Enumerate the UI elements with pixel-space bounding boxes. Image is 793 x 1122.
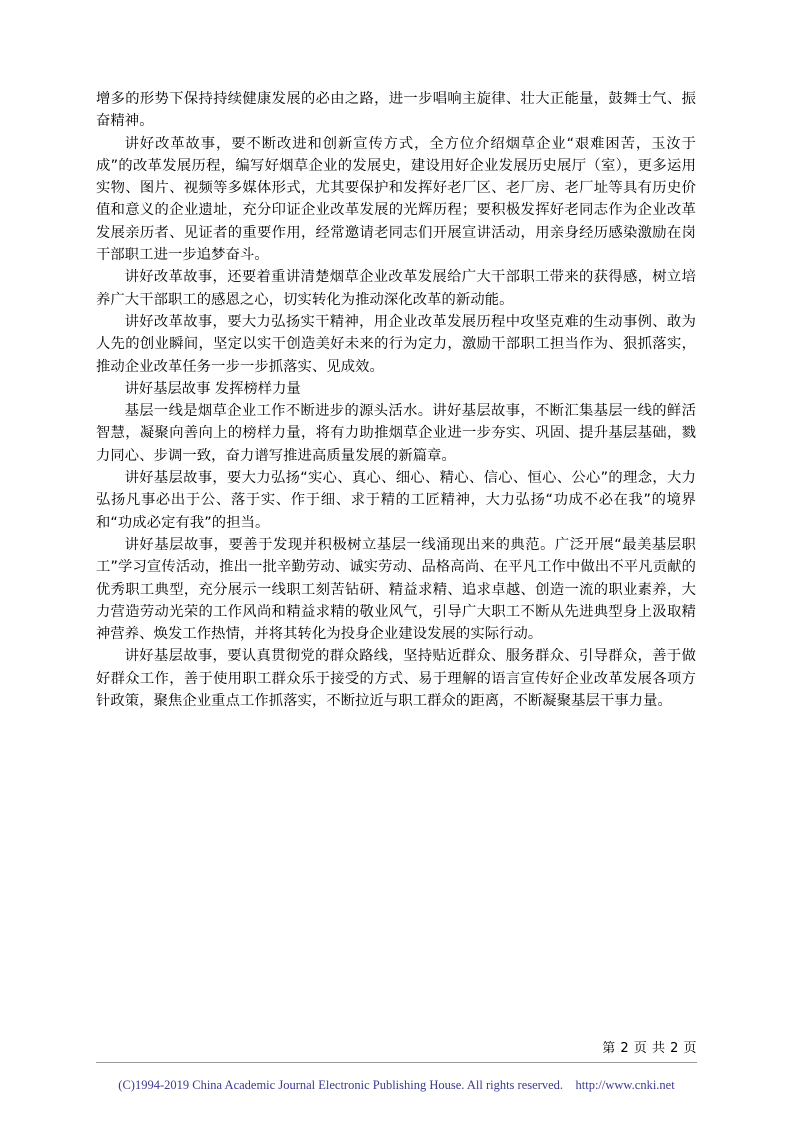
- copyright-text: (C)1994-2019 China Academic Journal Electronic Publishing House. All rights reserved.: [118, 1078, 564, 1092]
- section-heading: 讲好基层故事 发挥榜样力量: [124, 380, 301, 397]
- paragraph: 讲好基层故事，要善于发现并积极树立基层一线涌现出来的典范。广泛开展“最美基层职工”学习宣传活动，推出一批辛勤劳动、诚实劳动、品格高尚、在平凡工作中做出不平凡贡献的优秀职工典型，充分展示一线职工刻苦钻研、精益求精、追求卓越、创造一流的职业素养，大力营造劳动光荣的工作风尚和精益求精的敬业风气，引导广大职工不断从先进典型身上汲取精神营养、焕发工作热情，并将其转化为投身企业建设发展的实际行动。: [96, 536, 696, 643]
- paragraph: 讲好改革故事，要不断改进和创新宣传方式，全方位介绍烟草企业“艰难困苦，玉汝于成”的改革发展历程，编写好烟草企业的发展史，建设用好企业发展历史展厅（室），更多运用实物、图片、视频等多媒体形式，尤其要保护和发挥好老厂区、老厂房、老厂址等具有历史价值和意义的企业遗址，充分印证企业改革发展的光辉历程；要积极发挥好老同志作为企业改革发展亲历者、见证者的重要作用，经常邀请老同志们开展宣讲活动，用亲身经历感染激励在岗干部职工进一步追梦奋斗。: [96, 135, 696, 264]
- paragraph: 基层一线是烟草企业工作不断进步的源头活水。讲好基层故事，不断汇集基层一线的鲜活智慧，凝聚向善向上的榜样力量，将有力助推烟草企业进一步夯实、巩固、提升基层基础，戮力同心、步调一致，奋力谱写推进高质量发展的新篇章。: [96, 403, 696, 464]
- footer-divider: [96, 1062, 697, 1063]
- cnki-url[interactable]: http://www.cnki.net: [575, 1078, 675, 1092]
- copyright-notice: [0, 1078, 793, 1093]
- paragraph: 讲好基层故事，要大力弘扬“实心、真心、细心、精心、信心、恒心、公心”的理念，大力弘扬凡事必出于公、落于实、作于细、求于精的工匠精神，大力弘扬“功成不必在我”的境界和“功成必定有我”的担当。: [96, 470, 696, 531]
- page-number: 第 2 页 共 2 页: [602, 1041, 697, 1056]
- paragraph: 讲好基层故事，要认真贯彻党的群众路线，坚持贴近群众、服务群众、引导群众，善于做好群众工作，善于使用职工群众乐于接受的方式、易于理解的语言宣传好企业改革发展各项方针政策，聚焦企业重点工作抓落实，不断拉近与职工群众的距离，不断凝聚基层干事力量。: [96, 648, 696, 710]
- paragraph: 增多的形势下保持持续健康发展的必由之路，进一步唱响主旋律、壮大正能量，鼓舞士气、振奋精神。: [96, 91, 696, 130]
- document-body: [96, 88, 696, 712]
- paragraph: 讲好改革故事，还要着重讲清楚烟草企业改革发展给广大干部职工带来的获得感，树立培养广大干部职工的感恩之心，切实转化为推动深化改革的新动能。: [96, 269, 696, 308]
- paragraph: 讲好改革故事，要大力弘扬实干精神，用企业改革发展历程中攻坚克难的生动事例、敢为人先的创业瞬间，坚定以实干创造美好未来的行为定力，激励干部职工担当作为、狠抓落实，推动企业改革任务一步一步抓落实、见成效。: [96, 313, 696, 375]
